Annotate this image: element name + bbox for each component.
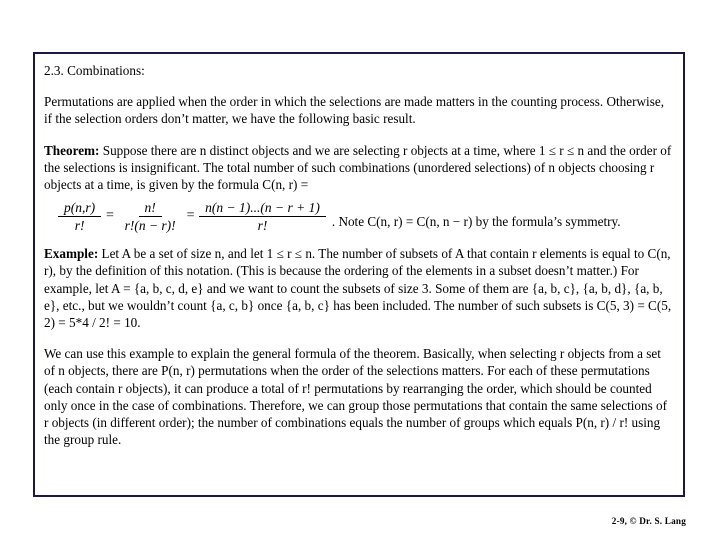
fraction-denominator: r!(n − r)! xyxy=(124,217,176,233)
combination-formula xyxy=(58,199,674,233)
fraction-numerator: n! xyxy=(139,200,162,217)
fraction-p-over-r-factorial xyxy=(58,200,101,233)
content-text-box xyxy=(33,52,685,497)
example-paragraph xyxy=(44,245,674,331)
theorem-paragraph xyxy=(44,142,674,194)
slide-footer: 2-9, © Dr. S. Lang xyxy=(611,516,686,526)
fraction-numerator: p(n,r) xyxy=(58,200,101,217)
equals-sign-2: = xyxy=(185,208,196,224)
formula-symmetry-note: . Note C(n, r) = C(n, n − r) by the formula’s symmetry. xyxy=(331,214,621,230)
theorem-body: Suppose there are n distinct objects and we are selecting r objects at a time, where 1 ≤ r ≤ n and the order of the selections is insignificant. The total number of such combinations (unordered selections) of n objects choosing r objects at a time, is given by the formula C(n, r) = xyxy=(44,142,672,193)
permutations-paragraph: Permutations are applied when the order in which the selections are made matters in the counting process. Otherwise, if the selection orders don’t matter, we have the following basic result. xyxy=(44,94,664,127)
fraction-numerator: n(n − 1)...(n − r + 1) xyxy=(199,200,326,217)
theorem-label: Theorem: xyxy=(44,142,100,158)
fraction-n-factorial xyxy=(119,200,182,233)
general-formula-paragraph: We can use this example to explain the general formula of the theorem. Basically, when selecting r objects from a set of n objects, there are P(n, r) permutations when the order of the selections matters. For each of these permutations (each contain r objects), it can produce a total of r! permutations by rearranging the order, which should be counted only once in the case of combinations. Therefore, we can group those permutations that contain the same selections of r objects (in different order); the number of combinations equals the number of groups which equals P(n, r) / r! using the group rule. xyxy=(44,346,668,448)
example-label: Example: xyxy=(44,246,99,262)
fraction-denominator: r! xyxy=(74,217,85,233)
example-body: Let A be a set of size n, and let 1 ≤ r ≤ n. The number of subsets of A that contain r elements is equal to C(n, r), by the definition of this notation. (This is because the ordering of the elements in a subset doesn’t matter.) For example, let A = {a, b, c, d, e} and we want to count the subsets of size 3. Some of them are {a, b, c}, {a, b, d}, {a, b, e}, etc., but we wouldn’t count {a, c, b} once {a, b, c} has been included. The number of such subsets is C(5, 3) = C(5, 2) = 5*4 / 2! = 10. xyxy=(44,246,672,331)
section-title: 2.3. Combinations: xyxy=(44,63,145,78)
equals-sign-1: = xyxy=(105,208,115,224)
fraction-denominator: r! xyxy=(257,217,268,233)
fraction-falling-factorial xyxy=(199,200,326,233)
